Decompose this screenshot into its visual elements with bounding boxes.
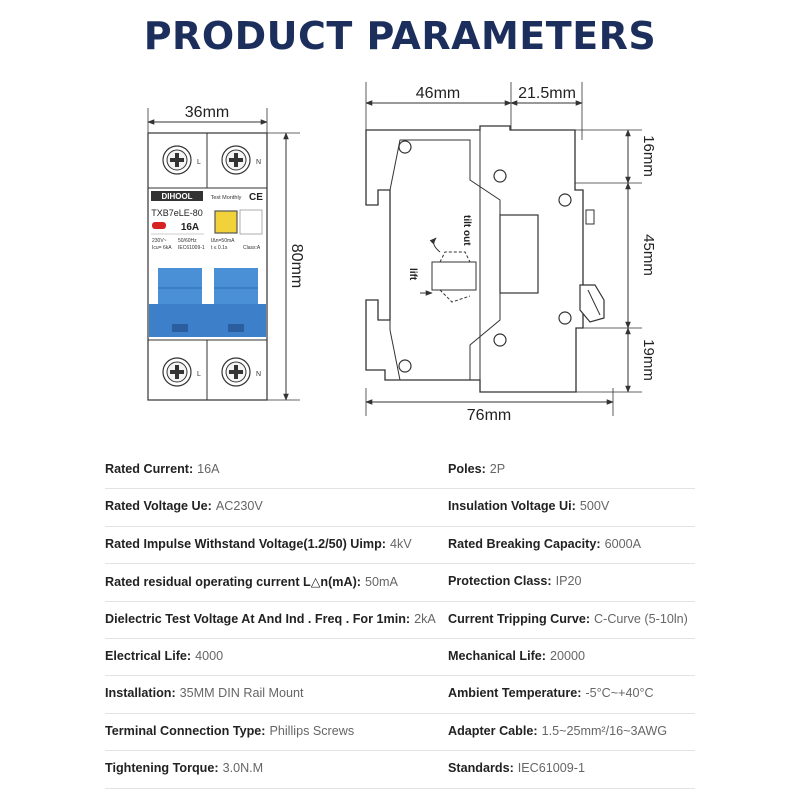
svg-text:L: L	[197, 159, 201, 166]
svg-text:IΔn=50mA: IΔn=50mA	[211, 238, 235, 244]
dim-side-h-top: 16mm	[640, 135, 657, 177]
dim-front-height: 80mm	[288, 243, 305, 289]
svg-text:Icu= 6kA: Icu= 6kA	[152, 245, 172, 251]
svg-text:Class:A: Class:A	[243, 245, 261, 251]
spec-item: Rated residual operating current L△n(mA): 50mA	[105, 575, 398, 590]
spec-item: Tightening Torque: 3.0N.M	[105, 761, 264, 776]
side-view	[366, 82, 657, 424]
spec-item: Current Tripping Curve: C-Curve (5-10ln)	[448, 611, 688, 626]
spec-row	[105, 564, 695, 601]
spec-row	[105, 489, 695, 526]
dim-side-h-mid: 45mm	[640, 234, 657, 276]
spec-row	[105, 714, 695, 751]
rating-label: 16A	[180, 222, 200, 233]
svg-text:N: N	[256, 159, 262, 166]
spec-item: Mechanical Life: 20000	[448, 648, 586, 663]
brand-label: DIHOOL	[161, 192, 193, 201]
top-left-screw	[163, 146, 191, 174]
spec-row	[105, 676, 695, 713]
spec-item: Terminal Connection Type: Phillips Screws	[105, 723, 355, 738]
spec-item: Rated Current: 16A	[105, 462, 220, 476]
spec-item: Ambient Temperature: -5°C~+40°C	[448, 686, 654, 701]
spec-item: Insulation Voltage Ui: 500V	[448, 499, 610, 514]
spec-table	[105, 452, 695, 789]
tilt-out-label: tilt out	[461, 215, 472, 246]
spec-item: Installation: 35MM DIN Rail Mount	[105, 686, 304, 701]
spec-item: Dielectric Test Voltage At And Ind . Freq . For 1min: 2kA	[105, 611, 436, 626]
spec-row	[105, 602, 695, 639]
svg-text:L: L	[197, 371, 201, 378]
spec-item: Rated Impulse Withstand Voltage(1.2/50) Uimp: 4kV	[105, 536, 412, 551]
spec-row	[105, 751, 695, 788]
dim-side-depth: 46mm	[415, 85, 461, 102]
bottom-right-screw	[222, 358, 250, 386]
spec-row	[105, 527, 695, 564]
spec-item: Rated Breaking Capacity: 6000A	[448, 536, 641, 551]
front-view	[148, 104, 305, 400]
model-label: TXB7eLE-80	[151, 208, 203, 218]
spec-item: Rated Voltage Ue: AC230V	[105, 499, 263, 514]
spec-item: Standards: IEC61009-1	[448, 761, 585, 776]
dim-side-right: 21.5mm	[518, 85, 576, 102]
spec-row	[105, 452, 695, 489]
svg-text:Test Monthly: Test Monthly	[210, 195, 242, 201]
svg-text:t ≤ 0.1s: t ≤ 0.1s	[211, 245, 228, 251]
spec-item: Protection Class: IP20	[448, 574, 582, 589]
svg-text:230V~: 230V~	[152, 238, 167, 244]
svg-text:N: N	[256, 371, 262, 378]
bottom-left-screw	[163, 358, 191, 386]
spec-item: Adapter Cable: 1.5~25mm²/16~3AWG	[448, 723, 668, 738]
page-title: PRODUCT PARAMETERS	[143, 14, 657, 58]
svg-text:50/60Hz: 50/60Hz	[178, 238, 197, 244]
svg-text:IEC61009-1: IEC61009-1	[178, 245, 205, 251]
dim-side-h-bot: 19mm	[640, 339, 657, 381]
spec-item: Poles: 2P	[448, 462, 506, 476]
lift-label: lift	[407, 268, 418, 281]
top-right-screw	[222, 146, 250, 174]
svg-text:CE: CE	[249, 192, 263, 203]
spec-row	[105, 639, 695, 676]
spec-item: Electrical Life: 4000	[105, 648, 224, 663]
dim-front-width: 36mm	[184, 104, 230, 121]
dim-side-total: 76mm	[466, 407, 512, 424]
